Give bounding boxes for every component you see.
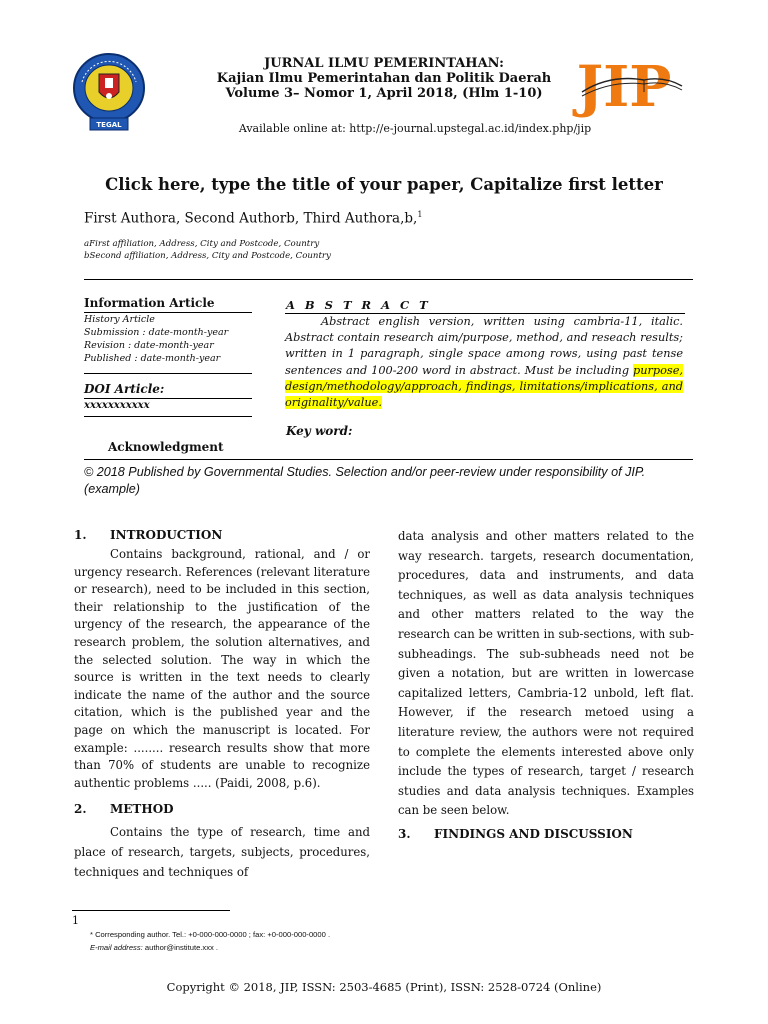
copyright-notice: © 2018 Published by Governmental Studies. Selection and/or peer-review under responsibility of JIP.(example): [84, 465, 646, 496]
method-heading: [74, 802, 370, 816]
method-title: METHOD: [110, 802, 174, 817]
intro-number: 1.: [74, 528, 87, 542]
right-column: [398, 527, 694, 841]
divider-top: [84, 279, 693, 280]
info-divider: [84, 312, 252, 313]
affiliation-a: aFirst affiliation, Address, City and Postcode, Country: [84, 239, 320, 249]
authors-line: [84, 210, 422, 227]
footnote-line-1: * Corresponding author. Tel.: +0-000-000-0000 ; fax: +0-000-000-0000 .: [90, 930, 331, 939]
method-number: 2.: [74, 802, 87, 817]
paper-title: Click here, type the title of your paper, Capitalize first letter: [105, 175, 663, 194]
findings-title: FINDINGS AND DISCUSSION: [434, 826, 633, 841]
section-introduction: [74, 528, 370, 882]
abstract-text: Abstract english version, written using cambria-11, italic. Abstract contain research aim/purpose, method, and reseach results; written in 1 paragraph, single space among rows, using past tense sentences and 100-200 word in abstract. Must be including: [285, 315, 683, 377]
published-date: Published : date-month-year: [84, 353, 221, 364]
intro-heading: [74, 528, 370, 542]
intro-paragraph: Contains background, rational, and / or urgency research. References (relevant literature or research), need to be included in this section, their relationship to the justification of the urgency of the research, the appearance of the research problem, the solution alternatives, and the selected solution. The way in which the source is written in the text needs to clearly indicate the name of the author and the source citation, which is the published year and the page on which the manuscript is located. For example: ........ research results show that more than 70% of students are unable to recognize authentic problems ..... (Paidi, 2008, p.6).: [74, 547, 370, 790]
abstract-heading: A B S T R A C T: [286, 298, 431, 312]
doi-divider-2: [84, 416, 252, 417]
findings-heading: [398, 827, 694, 841]
revision-date: Revision : date-month-year: [84, 340, 214, 351]
author-footnote-mark: 1: [417, 210, 423, 219]
doi-value: xxxxxxxxxxx: [84, 400, 150, 411]
journal-title: JURNAL ILMU PEMERINTAHAN:: [264, 56, 504, 71]
jip-logo-text: JIP: [576, 54, 672, 118]
page-footer: Copyright © 2018, JIP, ISSN: 2503-4685 (Print), ISSN: 2528-0724 (Online): [166, 980, 602, 994]
journal-subtitle: Kajian Ilmu Pemerintahan dan Politik Daerah: [216, 71, 552, 86]
authors-text: First Authora, Second Authorb, Third Authora,b,: [84, 210, 418, 227]
footnote-divider: [72, 910, 230, 911]
submission-date: Submission : date-month-year: [84, 327, 229, 338]
available-online-link[interactable]: Available online at: http://e-journal.upstegal.ac.id/index.php/jip: [238, 122, 592, 135]
info-divider-2: [84, 373, 252, 374]
footnote-line-2: [90, 943, 218, 952]
history-label: History Article: [84, 314, 155, 325]
abstract-body: [285, 314, 683, 411]
logo-text-bottom: TEGAL: [96, 121, 122, 129]
university-seal-logo: [72, 52, 146, 132]
acknowledgment-heading: Acknowledgment: [108, 440, 224, 454]
findings-number: 3.: [398, 826, 411, 841]
doi-label: DOI Article:: [84, 382, 165, 396]
journal-volume: Volume 3– Nomor 1, April 2018, (Hlm 1-10): [225, 86, 543, 101]
keyword-label: Key word:: [286, 424, 353, 438]
method-paragraph-left: Contains the type of research, time and place of research, targets, subjects, procedures, techniques and techniques of: [74, 825, 370, 880]
footnote-number: 1: [72, 914, 79, 927]
footnote-email-label: E-mail address:: [90, 943, 143, 952]
affiliation-b: bSecond affiliation, Address, City and Postcode, Country: [84, 251, 331, 261]
footnote-email-value: author@institute.xxx .: [142, 943, 219, 952]
method-paragraph-right: data analysis and other matters related to the way research. targets, research documentation, procedures, data and instruments, and data techniques, as well as data analysis techniques and other matters related to the way the research can be written in sub-sections, with sub-subheadings. The sub-subheads need not be given a notation, but are written in lowercase capitalized letters, Cambria-12 unbold, left flat. However, if the research metoed using a literature review, the authors were not required to complete the elements interested above only include the types of research, target / research studies and data analysis techniques. Examples can be seen below.: [398, 529, 694, 818]
divider-bottom: [84, 459, 693, 460]
journal-header: [150, 56, 618, 101]
info-article-heading: Information Article: [84, 296, 215, 310]
doi-divider: [84, 398, 252, 399]
intro-title: INTRODUCTION: [110, 528, 223, 542]
abstract-highlight: purpose, design/methodology/approach, findings, limitations/implications, and originality/value.: [285, 363, 683, 410]
